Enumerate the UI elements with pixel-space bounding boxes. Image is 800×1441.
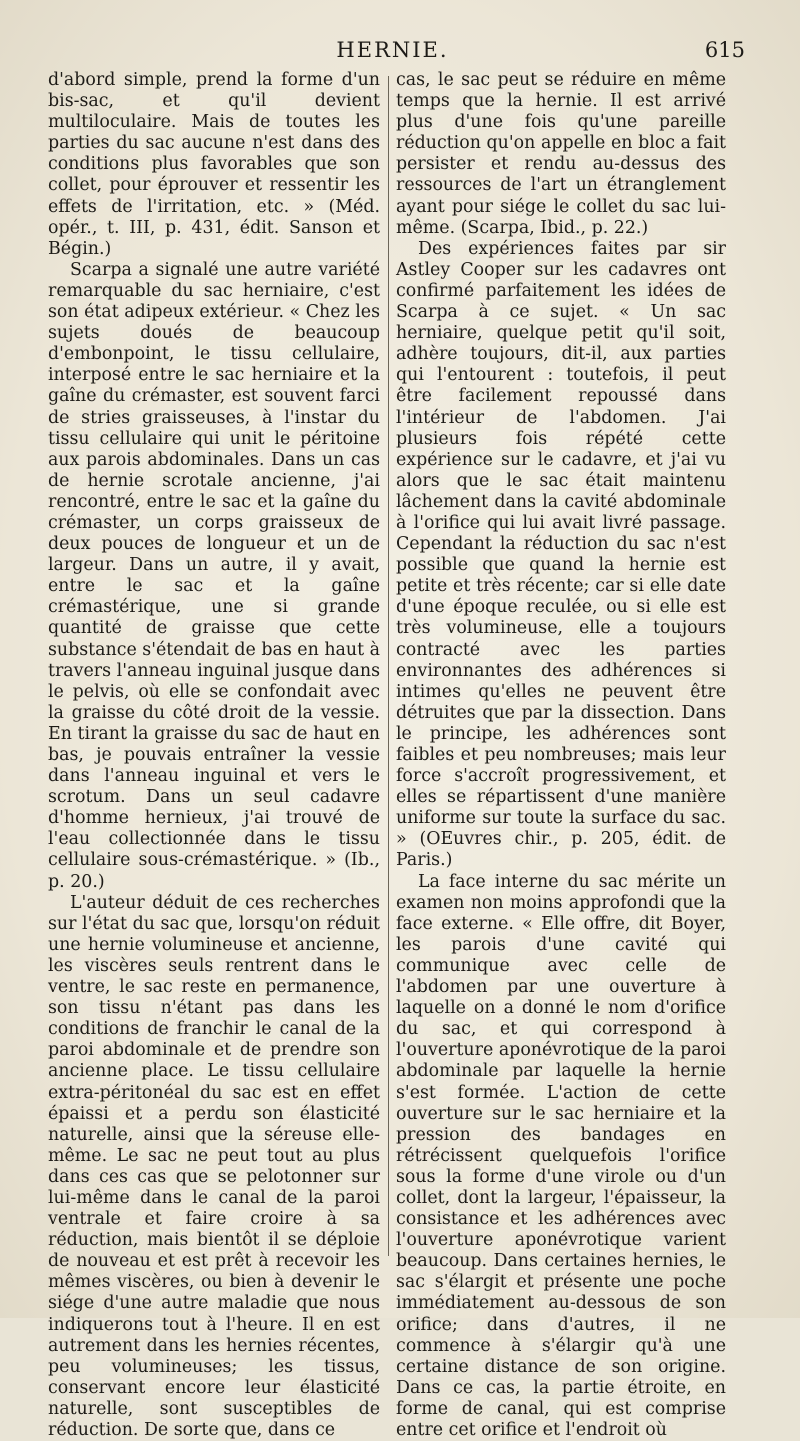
right-column — [396, 70, 726, 1440]
page-header — [40, 38, 745, 68]
paragraph: d'abord simple, prend la forme d'un bis-sac, et qu'il devient multiloculaire. Mais de toutes les parties du sac aucune n'est dans des conditions plus favorables que son collet, pour éprouver et ressentir les effets de l'irritation, etc. » (Méd. opér., t. III, p. 431, édit. Sanson et Bégin.) — [48, 70, 380, 259]
running-head: HERNIE. — [336, 38, 449, 62]
paragraph: Des expériences faites par sir Astley Cooper sur les cadavres ont confirmé parfaitement les idées de Scarpa à ce sujet. « Un sac herniaire, quelque petit qu'il soit, adhère toujours, dit-il, aux parties qui l'entourent : toutefois, il peut être facilement repoussé dans l'intérieur de l'abdomen. J'ai plusieurs fois répété cette expérience sur le cadavre, et j'ai vu alors que le sac était maintenu lâchement dans la cavité abdominale à l'orifice qui lui avait livré passage. Cependant la réduction du sac n'est possible que quand la hernie est petite et très récente; car si elle date d'une époque reculée, ou si elle est très volumineuse, elle a toujours contracté avec les parties environnantes des adhérences si intimes qu'elles ne peuvent être détruites que par la dissection. Dans le principe, les adhérences sont faibles et peu nombreuses; mais leur force s'accroît progressivement, et elles se répartissent d'une manière uniforme sur toute la surface du sac. » (OEuvres chir., p. 205, édit. de Paris.) — [396, 238, 726, 871]
paragraph: L'auteur déduit de ces recherches sur l'état du sac que, lorsqu'on réduit une hernie volumineuse et ancienne, les viscères seuls rentrent dans le ventre, le sac reste en permanence, son tissu n'étant pas dans les conditions de franchir le canal de la paroi abdominale et de prendre son ancienne place. Le tissu cellulaire extra-péritonéal du sac est en effet épaissi et a perdu son élasticité naturelle, ainsi que la séreuse elle-même. Le sac ne peut tout au plus dans ces cas que se pelotonner sur lui-même dans le canal de la paroi ventrale et faire croire à sa réduction, mais bientôt il se déploie de nouveau et est prêt à recevoir les mêmes viscères, ou bien à devenir le siége d'une autre maladie que nous indiquerons tout à l'heure. Il en est autrement dans les hernies récentes, peu volumineuses; les tissus, conservant encore leur élasticité naturelle, sont susceptibles de réduction. De sorte que, dans ce — [48, 892, 380, 1440]
paragraph: cas, le sac peut se réduire en même temps que la hernie. Il est arrivé plus d'une fois qu'une pareille réduction qu'on appelle en bloc a fait persister et rendu au-dessus des ressources de l'art un étranglement ayant pour siége le collet du sac lui-même. (Scarpa, Ibid., p. 22.) — [396, 70, 726, 238]
paragraph: Scarpa a signalé une autre variété remarquable du sac herniaire, c'est son état adipeux extérieur. « Chez les sujets doués de beaucoup d'embonpoint, le tissu cellulaire, interposé entre le sac herniaire et la gaîne du crémaster, est souvent farci de stries graisseuses, à l'instar du tissu cellulaire qui unit le péritoine aux parois abdominales. Dans un cas de hernie scrotale ancienne, j'ai rencontré, entre le sac et la gaîne du crémaster, un corps graisseux de deux pouces de longueur et un de largeur. Dans un autre, il y avait, entre le sac et la gaîne crémastérique, une si grande quantité de graisse que cette substance s'étendait de bas en haut à travers l'anneau inguinal jusque dans le pelvis, où elle se confondait avec la graisse du côté droit de la vessie. En tirant la graisse du sac de haut en bas, je pouvais entraîner la vessie dans l'anneau inguinal et vers le scrotum. Dans un seul cadavre d'homme hernieux, j'ai trouvé de l'eau collectionnée dans le tissu cellulaire sous-crémastérique. » (Ib., p. 20.) — [48, 259, 380, 892]
column-divider — [388, 76, 389, 1256]
left-column — [48, 70, 380, 1440]
paragraph: La face interne du sac mérite un examen non moins approfondi que la face externe. « Elle offre, dit Boyer, les parois d'une cavité qui communique avec celle de l'abdomen par une ouverture à laquelle on a donné le nom d'orifice du sac, et qui correspond à l'ouverture aponévrotique de la paroi abdominale par laquelle la hernie s'est formée. L'action de cette ouverture sur le sac herniaire et la pression des bandages en rétrécissent quelquefois l'orifice sous la forme d'une virole ou d'un collet, dont la largeur, l'épaisseur, la consistance et les adhérences avec l'ouverture aponévrotique varient beaucoup. Dans certaines hernies, le sac s'élargit et présente une poche immédiatement au-dessous de son orifice; dans d'autres, il ne commence à s'élargir qu'à une certaine distance de son origine. Dans ce cas, la partie étroite, en forme de canal, qui est comprise entre cet orifice et l'endroit où — [396, 871, 726, 1440]
page-number: 615 — [704, 38, 745, 62]
